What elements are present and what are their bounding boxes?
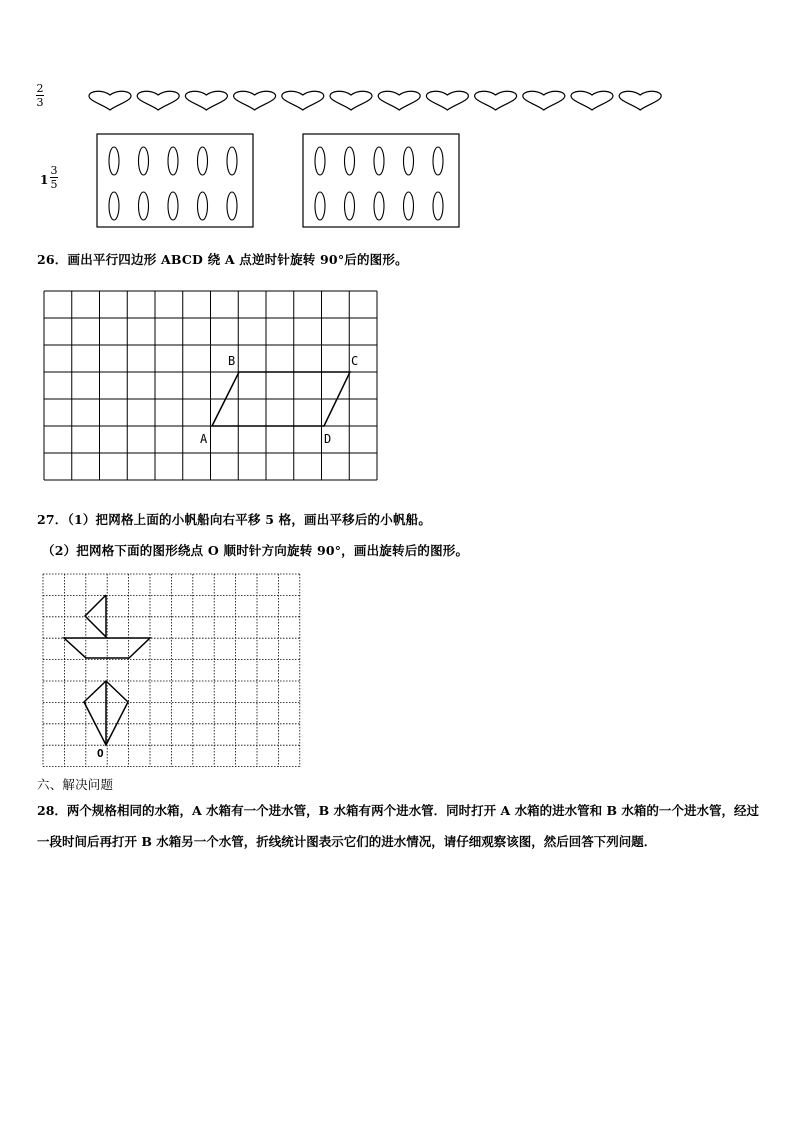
mixed-number-whole: 1 [40,173,49,187]
heart-shape [523,91,565,110]
oval-shape [374,192,384,220]
oval-shape [168,147,178,175]
question-27-part-1: 27．（1）把网格上面的小帆船向右平移 5 格，画出平移后的小帆船。 [37,512,432,527]
oval-shape [374,147,384,175]
heart-shape [571,91,613,110]
oval-shape [168,192,178,220]
question-26: 26．画出平行四边形 ABCD 绕 A 点逆时针旋转 90°后的图形。 [37,252,408,267]
oval-shape [345,147,355,175]
oval-boxes [95,132,461,230]
point-label-c: C [351,354,359,368]
fraction-numerator: 3 [50,164,58,177]
parallelogram-grid [42,289,382,484]
fraction-three-fifths [50,165,58,190]
oval-shape [198,192,208,220]
fraction-denominator: 5 [50,178,58,191]
point-label-d: D [324,432,332,446]
point-label-a: A [200,432,208,446]
oval-shape [433,192,443,220]
oval-shape [227,147,237,175]
fraction-two-thirds [36,83,44,108]
oval-shape [139,147,149,175]
heart-shape [619,91,661,110]
oval-shape [198,147,208,175]
oval-shape [109,147,119,175]
oval-shape [109,192,119,220]
oval-shape [345,192,355,220]
heart-shape [185,91,227,110]
dotted-grid [42,573,304,769]
heart-shape [282,91,324,110]
heart-shape [89,91,131,110]
point-label-o: O [97,747,104,760]
heart-shape [378,91,420,110]
heart-shape [475,91,517,110]
fraction-numerator: 2 [36,82,44,95]
oval-shape [227,192,237,220]
heart-shape [137,91,179,110]
heart-shape [426,91,468,110]
heart-shape [330,91,372,110]
square-grid [44,291,377,480]
question-27-part-2: （2）把网格下面的图形绕点 O 顺时针方向旋转 90°，画出旋转后的图形。 [42,543,469,558]
oval-shape [433,147,443,175]
oval-shape [315,192,325,220]
question-28: 28．两个规格相同的水箱，A 水箱有一个进水管，B 水箱有两个进水管．同时打开 A 水箱的进水管和 B 水箱的一个进水管，经过一段时间后再打开 B 水箱另一个水管，折线统计图表示它们的进水情况，请仔细观察该图，然后回答下列问题． [37,803,759,849]
oval-shape [139,192,149,220]
oval-shape [404,192,414,220]
heart-shape [234,91,276,110]
hearts-row [86,86,666,114]
point-label-b: B [228,354,236,368]
dotted-square-grid [43,574,300,767]
fraction-denominator: 3 [36,96,44,109]
section-heading: 六、解决问题 [37,777,114,792]
kite-figure [84,681,128,745]
sail [85,595,106,637]
oval-shape [315,147,325,175]
oval-shape [404,147,414,175]
